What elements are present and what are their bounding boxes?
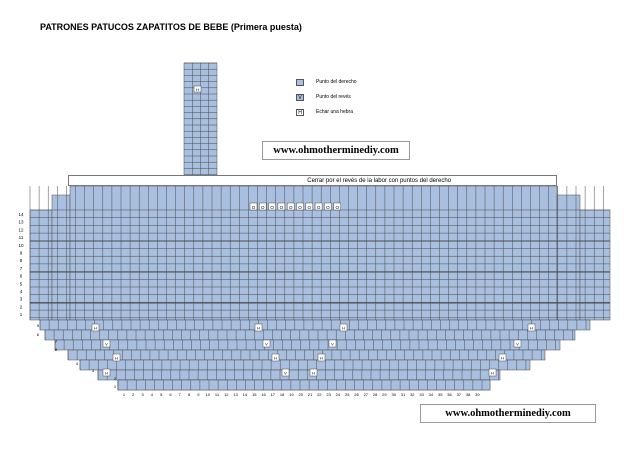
taper-row [68, 350, 545, 360]
column-number: 33 [419, 392, 424, 397]
column-number: 34 [428, 392, 434, 397]
column-number: 13 [233, 392, 238, 397]
row-number: 5 [36, 323, 40, 328]
legend-item-yarn-over [296, 108, 353, 116]
purl-swatch-icon: V [296, 94, 304, 101]
column-number: 16 [261, 392, 266, 397]
marker-o: O [270, 205, 274, 210]
row-number: 10 [18, 242, 24, 248]
yarn-over-marker: H [115, 355, 118, 361]
yarn-over-marker: H [320, 355, 323, 361]
website-label-bottom[interactable]: www.ohmotherminediy.com [420, 404, 596, 423]
taper-row-last [118, 380, 490, 390]
marker-o: O [316, 205, 321, 210]
body-block-1 [52, 195, 70, 320]
column-number: 17 [270, 392, 276, 397]
marker-o: O [335, 205, 339, 210]
row-number: 13 [18, 219, 24, 225]
row-number: 4 [19, 289, 23, 294]
website-label-top[interactable]: www.ohmotherminediy.com [262, 141, 410, 160]
row-number: 3 [91, 368, 95, 373]
body-block-3 [557, 195, 580, 320]
column-number: 30 [391, 392, 396, 397]
column-number: 1 [122, 392, 126, 397]
taper-row [45, 330, 575, 340]
row-number: 8 [19, 258, 23, 264]
bind-off-banner [68, 175, 557, 186]
yarn-over-marker: H [274, 355, 277, 361]
column-number: 19 [289, 392, 294, 397]
column-number: 5 [160, 392, 163, 397]
column-number: 35 [437, 392, 443, 397]
row-number: 2 [113, 376, 117, 381]
marker-o: O [279, 205, 284, 210]
column-number: 37 [456, 392, 462, 397]
body-block-2 [70, 186, 557, 320]
column-number: 15 [251, 392, 257, 397]
column-number: 20 [298, 392, 303, 397]
purl-marker: V [105, 341, 108, 347]
row-number: 7 [19, 265, 23, 271]
column-number: 23 [326, 392, 331, 397]
taper-row [55, 340, 560, 350]
column-number: 10 [205, 392, 210, 397]
row-number: 1 [113, 384, 117, 389]
column-number: 27 [363, 392, 369, 397]
yarn-over-marker: H [105, 370, 108, 376]
taper-row [80, 360, 530, 370]
row-number: 4 [75, 361, 79, 366]
marker-o: O [307, 205, 312, 210]
column-number: 24 [335, 392, 341, 397]
row-number: 3 [19, 296, 23, 302]
column-number: 7 [178, 392, 181, 397]
page-title: PATRONES PATUCOS ZAPATITOS DE BEBE (Primera puesta) [40, 22, 302, 32]
purl-marker: V [265, 341, 268, 347]
yarn-over-marker: H [491, 370, 494, 376]
taper-row [98, 370, 500, 380]
yarn-over-swatch-icon: H [296, 109, 304, 116]
column-number: 11 [214, 392, 220, 397]
column-number: 9 [197, 392, 200, 397]
row-number: 6 [36, 332, 40, 337]
column-number: 38 [465, 392, 471, 397]
column-number: 26 [354, 392, 359, 397]
marker-o: O [288, 205, 293, 210]
column-number: 8 [187, 392, 191, 397]
yarn-over-marker: H [257, 325, 260, 331]
column-number: 28 [372, 392, 378, 397]
row-number: 14 [18, 212, 24, 217]
column-number: 36 [447, 392, 452, 397]
yarn-over-marker: H [94, 325, 97, 331]
column-number: 29 [382, 392, 387, 397]
legend-item-knit [296, 78, 357, 86]
legend-label: Punto del derecho [316, 79, 357, 85]
column-number: 2 [132, 392, 135, 397]
row-number: 5 [19, 281, 23, 287]
purl-marker: V [516, 341, 519, 347]
marker-o: O [251, 205, 256, 210]
column-number: 31 [400, 392, 406, 397]
row-number: 12 [18, 227, 24, 233]
column-number: 25 [344, 392, 350, 397]
column-number: 6 [169, 392, 172, 397]
knit-swatch-icon [296, 79, 304, 86]
column-number: 14 [242, 392, 248, 397]
row-number: 9 [19, 250, 23, 256]
row-number: 8 [54, 347, 58, 352]
yarn-over-marker: H [530, 325, 533, 331]
column-number: 22 [317, 392, 322, 397]
column-number: 4 [150, 392, 154, 397]
column-number: 39 [475, 392, 480, 397]
column-number: 32 [410, 392, 415, 397]
yarn-over-marker: H [501, 355, 504, 361]
purl-marker: V [331, 341, 334, 347]
column-number: 3 [141, 392, 144, 397]
marker-o: O [326, 205, 330, 210]
row-number: 7 [54, 339, 58, 344]
legend-label: Punto del revés [316, 94, 351, 100]
marker-o: O [298, 205, 302, 210]
purl-marker: V [284, 370, 287, 376]
yarn-over-marker: H [342, 325, 345, 331]
column-number: 21 [307, 392, 313, 397]
row-number: 11 [18, 235, 24, 241]
row-number: 2 [19, 304, 23, 310]
bind-off-text: Cerrar por el revés de la labor con puntos del derecho [307, 177, 451, 184]
yarn-over-marker: H [196, 87, 199, 92]
legend-item-purl [296, 93, 351, 101]
column-number: 12 [224, 392, 229, 397]
row-number: 1 [19, 312, 23, 318]
taper-row [40, 320, 590, 330]
marker-o: O [261, 205, 265, 210]
column-number: 18 [279, 392, 285, 397]
yarn-over-marker: H [312, 370, 315, 376]
row-number: 6 [19, 273, 23, 279]
legend-label: Echar una hebra [316, 109, 353, 115]
